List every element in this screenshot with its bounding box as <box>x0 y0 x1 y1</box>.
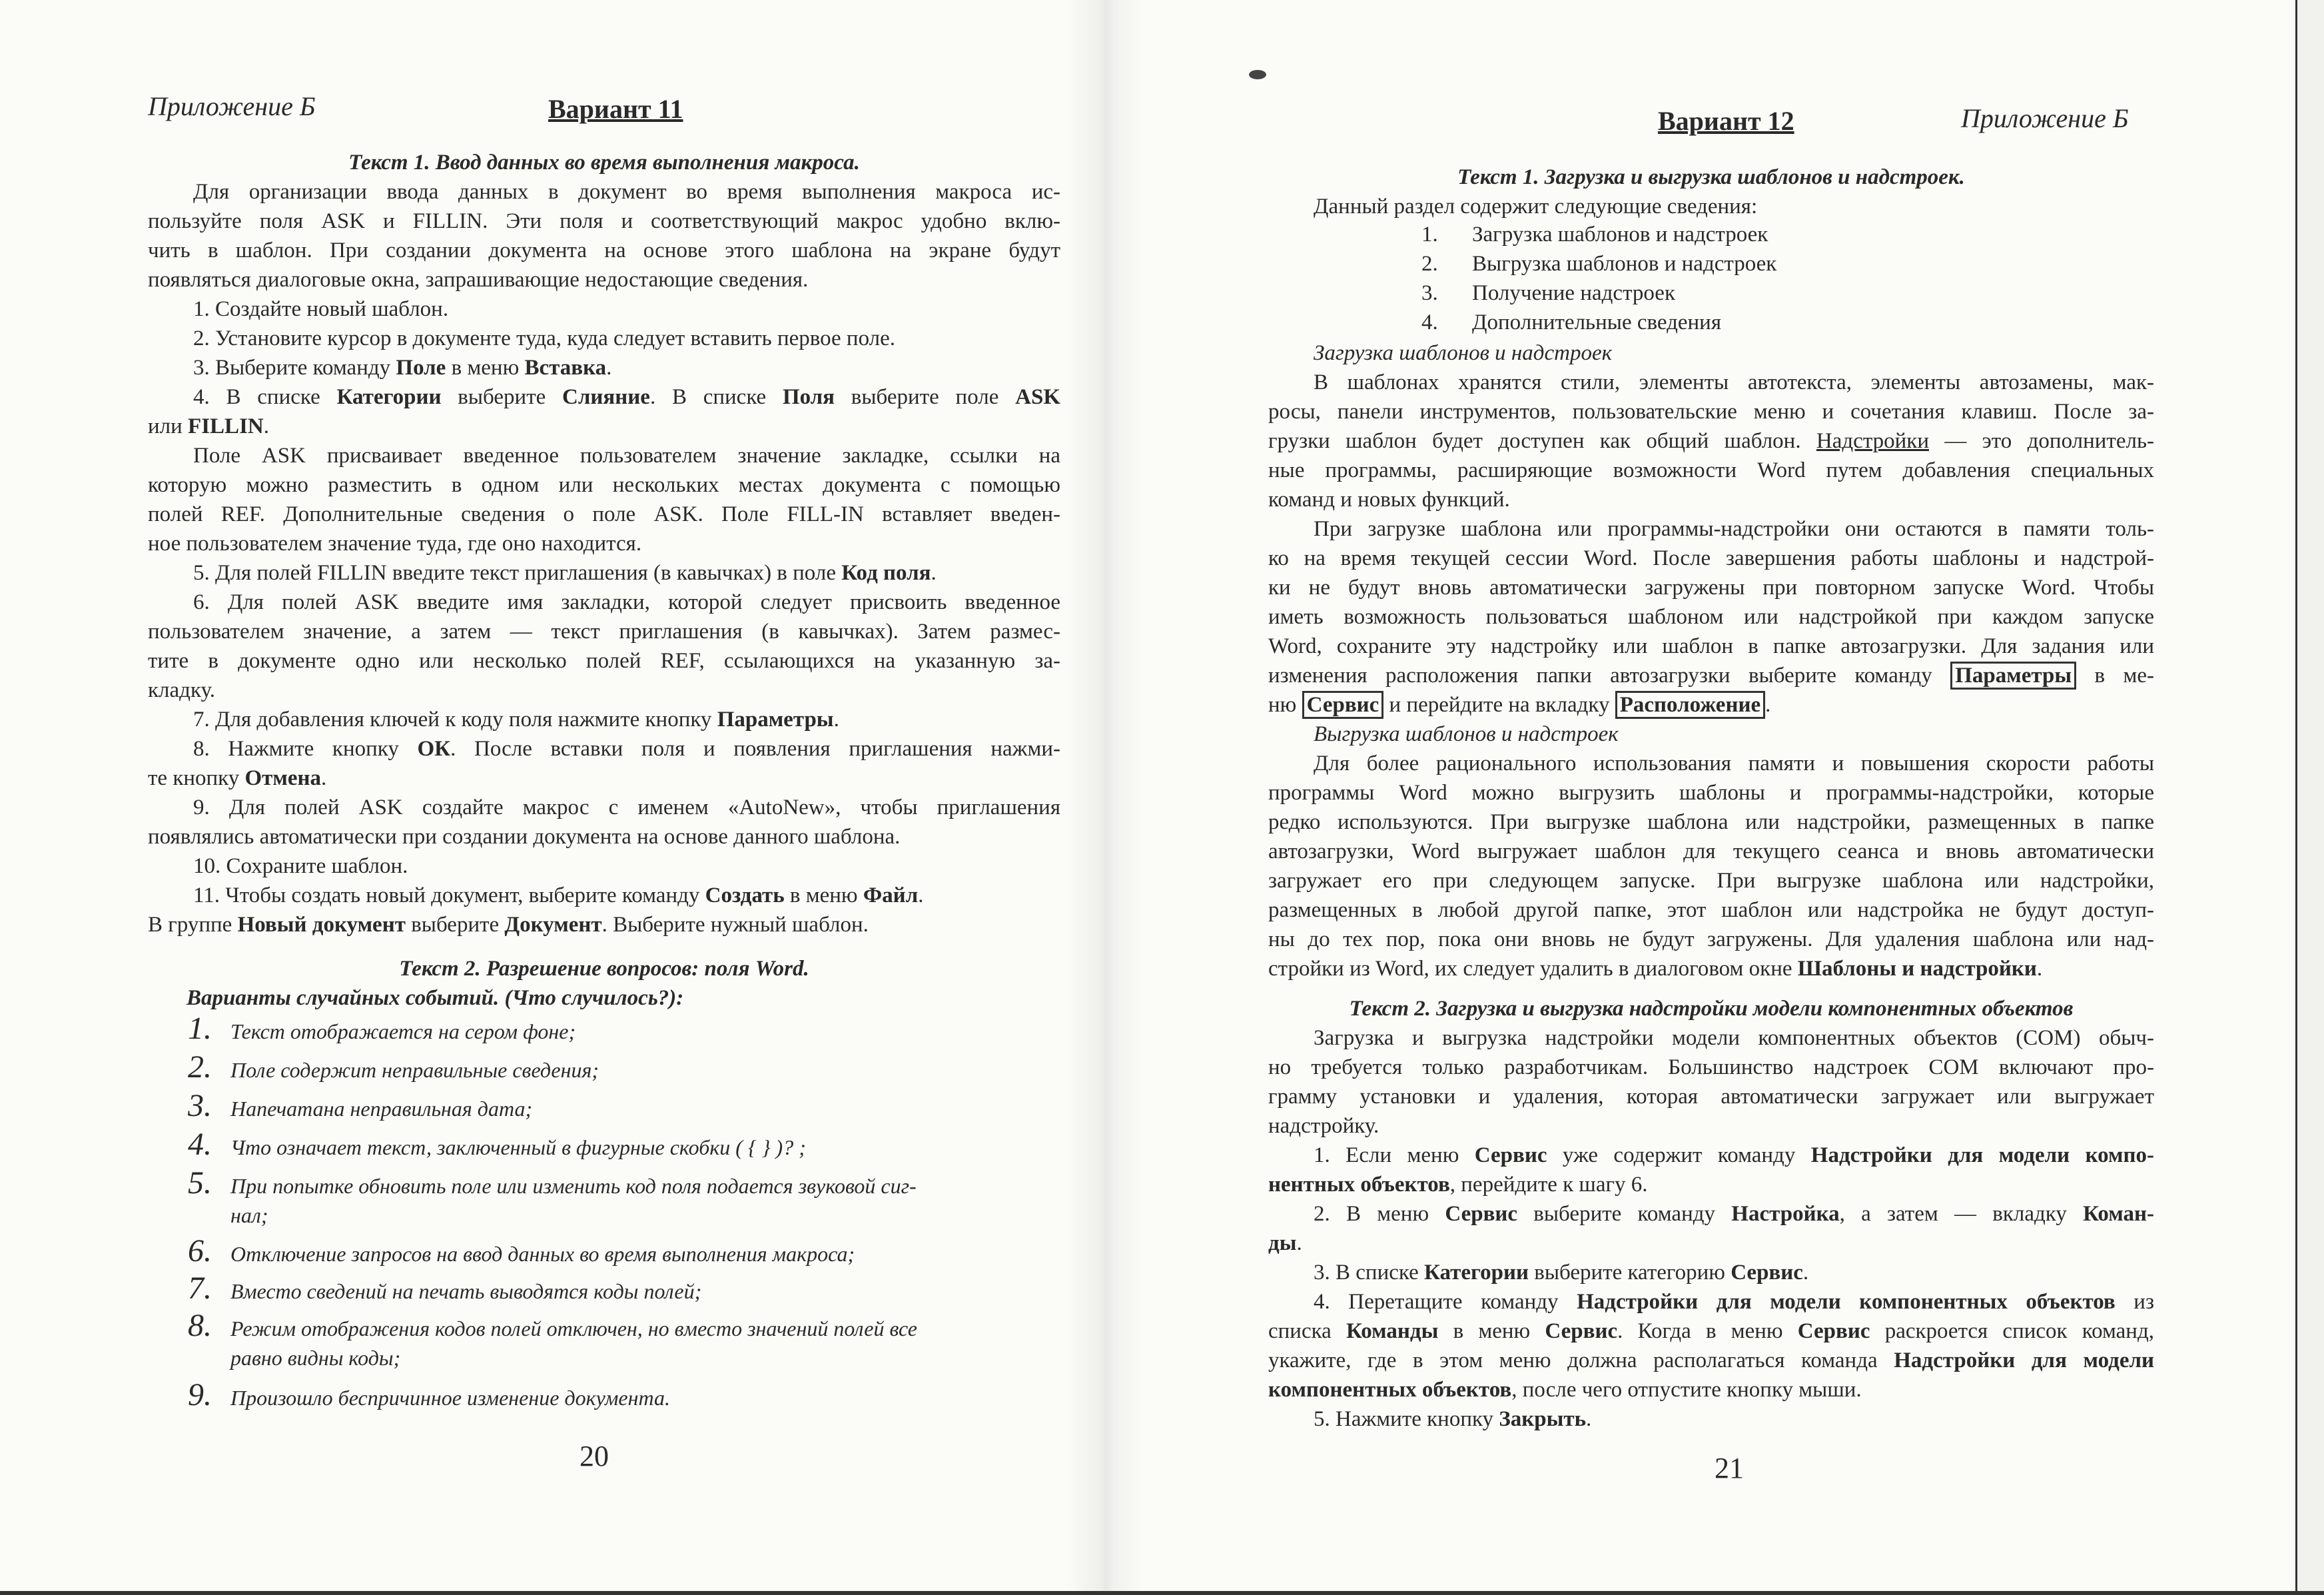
question-5: 5. При попытке обновить поле или изменить код поля подается звуковой сиг- нал; <box>188 1165 917 1227</box>
service-term: Сервис <box>1302 691 1384 719</box>
text1-paragraph-2: Поле ASK присваивает введенное пользователем значение закладке, ссылки на которую можно разместить в одном или нескольких местах документа с помощью полей REF. Дополнительные сведения о поле ASK. Поле FILL-IN вставляет введен- ное пользователем значение туда, где оно находится. <box>148 444 1060 556</box>
step-7: 7. Для добавления ключей к коду поля нажмите кнопку Параметры. <box>193 708 839 732</box>
question-7: 7. Вместо сведений на печать выводятся коды полей; <box>188 1271 702 1306</box>
text1-paragraph-1: Для организации ввода данных в документ во время выполнения макроса ис- пользуйте поля ASK и FILLIN. Эти поля и соответствующий макрос удобно вклю- чить в шаблон. При создании документа на основе этого шаблона на экране будут появляться диалоговые окна, запрашивающие недостающие сведения. <box>148 180 1060 292</box>
question-6: 6. Отключение запросов на ввод данных во время выполнения макроса; <box>188 1233 855 1269</box>
com-step-4: 4. Перетащите команду Надстройки для модели компонентных объектов из списка Команды в меню Сервис. Когда в меню Сервис раскроется список команд, укажите, где в этом меню должна располагаться команда Надстройки для модели компонентных объектов, после чего отпустите кнопку мыши. <box>1268 1290 2155 1402</box>
step-9: 9. Для полей ASK создайте макрос с именем «AutoNew», чтобы приглашения появлялись автоматически при создании документа на основе данного шаблона. <box>148 796 1060 849</box>
text1-title: Текст 1. Загрузка и выгрузка шаблонов и надстроек. <box>1457 165 1965 189</box>
paragraph-unload: Для более рационального использования памяти и повышения скорости работы программы Word можно выгрузить шаблоны и программы-надстройки, которые редко используются. При выгрузке шаблона или надстройки, размещенных в папке автозагрузки, Word выгружает шаблон для текущего сеанса и вновь автоматически загружает его при следующем запуске. При выгрузке шаблона или надстройки, размещенных в любой другой папке, этот шаблон или надстройка не будут доступ- ны до тех пор, пока они вновь не будут загружены. Для удаления шаблона или над- стройки из Word, их следует удалить в диалоговом окне Шаблоны и надстройки. <box>1268 752 2154 981</box>
variant-title: Вариант 11 <box>548 94 683 124</box>
com-step-3: 3. В списке Категории выберите категорию Сервис. <box>1314 1261 1809 1285</box>
appendix-header: Приложение Б <box>148 91 316 121</box>
step-3: 3. Выберите команду Поле в меню Вставка. <box>193 356 612 380</box>
contents-list <box>1421 220 1776 337</box>
question-1: 1. Текст отображается на сером фоне; <box>188 1011 576 1046</box>
list-item: 2. Выгрузка шаблонов и надстроек <box>1421 252 1777 276</box>
list-item: 4. Дополнительные сведения <box>1421 310 1722 334</box>
com-step-2: 2. В меню Сервис выберите команду Настройка, а затем — вкладку Коман- ды. <box>1268 1202 2155 1255</box>
step-5: 5. Для полей FILLIN введите текст приглашения (в кавычках) в поле Код поля. <box>193 561 937 585</box>
com-step-5: 5. Нажмите кнопку Закрыть. <box>1314 1407 1592 1431</box>
appendix-header: Приложение Б <box>1961 103 2129 133</box>
text2-title: Текст 2. Загрузка и выгрузка надстройки модели компонентных объектов <box>1349 997 2074 1021</box>
question-9: 9. Произошло беспричинное изменение документа. <box>188 1377 670 1412</box>
paragraph-com: Загрузка и выгрузка надстройки модели компонентных объектов (COM) обыч- но требуется только разработчикам. Большинство надстроек COM включают про- грамму установки и удаления, которая автоматически загружает или выгружает надстройку. <box>1268 1026 2154 1138</box>
paragraph-load-1: В шаблонах хранятся стили, элементы автотекста, элементы автозамены, мак- росы, панели инструментов, пользовательские меню и сочетания клавиш. После за- грузки шаблон будет доступен как общий шаблон. Надстройки — это дополнитель- ные программы, расширяющие возможности Word путем добавления специальных команд и новых функций. <box>1268 370 2154 512</box>
text2-title: Текст 2. Разрешение вопросов: поля Word. <box>399 957 809 981</box>
right-page <box>1095 0 2324 1595</box>
step-11: 11. Чтобы создать новый документ, выберите команду Создать в меню Файл. В группе Новый документ выберите Документ. Выберите нужный шаблон. <box>148 883 924 937</box>
variant-title: Вариант 12 <box>1658 106 1794 136</box>
list-item: 3. Получение надстроек <box>1421 281 1675 305</box>
question-2: 2. Поле содержит неправильные сведения; <box>188 1049 599 1085</box>
text2-subtitle: Варианты случайных событий. (Что случилось?): <box>187 986 684 1010</box>
intro-line: Данный раздел содержит следующие сведения: <box>1314 195 1758 219</box>
step-1: 1. Создайте новый шаблон. <box>193 297 449 321</box>
step-4: 4. В списке Категории выберите Слияние. В списке Поля выберите поле ASK или FILLIN. <box>148 385 1060 438</box>
question-3: 3. Напечатана неправильная дата; <box>188 1088 533 1123</box>
section-heading-load: Загрузка шаблонов и надстроек <box>1314 341 1613 365</box>
step-8: 8. Нажмите кнопку ОК. После вставки поля и появления приглашения нажми- те кнопку Отмена. <box>148 737 1060 790</box>
list-item: 1. Загрузка шаблонов и надстроек <box>1421 223 1768 247</box>
com-step-1: 1. Если меню Сервис уже содержит команду Надстройки для модели компо- нентных объектов, перейдите к шагу 6. <box>1268 1143 2155 1197</box>
paragraph-load-2: При загрузке шаблона или программы-надстройки они остаются в памяти толь- ко на время текущей сессии Word. После завершения работы шаблоны и надстрой- ки не будут вновь автоматически загружены при повторном запуске Word. Чтобы иметь возможность пользоваться шаблоном или надстройкой при каждом запуске Word, сохраните эту надстройку или шаблон в папке автозагрузки. Для задания или изменения расположения папки автозагрузки выберите команду Параметры в ме- ню Сервис и перейдите на вкладку Расположение . <box>1268 514 2154 720</box>
step-2: 2. Установите курсор в документе туда, куда следует вставить первое поле. <box>193 326 896 350</box>
left-page <box>0 0 1095 1595</box>
step-10: 10. Сохраните шаблон. <box>193 854 408 878</box>
page-number-right: 21 <box>1715 1452 1744 1484</box>
addins-link-text: Надстройки <box>1816 429 1929 453</box>
location-term: Расположение <box>1615 691 1765 719</box>
options-term: Параметры <box>1950 662 2076 690</box>
section-heading-unload: Выгрузка шаблонов и надстроек <box>1314 722 1619 746</box>
question-8: 8. Режим отображения кодов полей отключен, но вместо значений полей все равно видны коды; <box>188 1308 917 1370</box>
step-6: 6. Для полей ASK введите имя закладки, которой следует присвоить введенное пользователем значение, а затем — текст приглашения (в кавычках). Затем размес- тите в документе одно или несколько полей REF, ссылающихся на указанную за- кладку. <box>148 590 1060 702</box>
page-number-left: 20 <box>580 1440 609 1472</box>
text1-title: Текст 1. Ввод данных во время выполнения макроса. <box>348 151 860 175</box>
question-4: 4. Что означает текст, заключенный в фигурные скобки ( { } )? ; <box>188 1127 806 1162</box>
